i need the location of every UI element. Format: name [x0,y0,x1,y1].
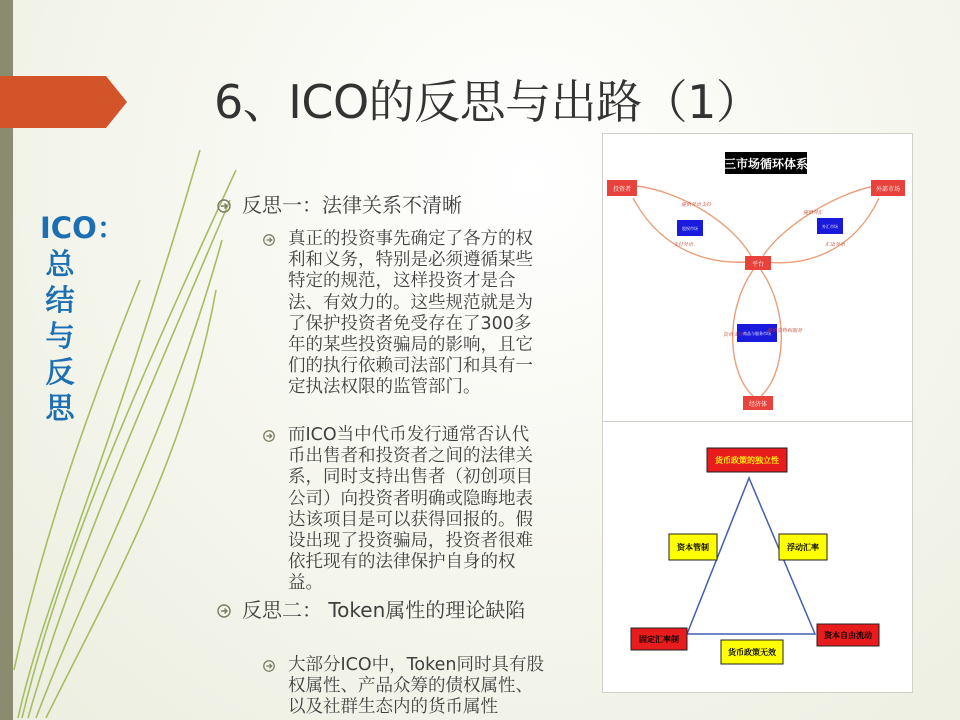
label-funding: 提供外币支持 [681,202,712,208]
bullet-text: 反思二： Token属性的理论缺陷 [242,598,526,622]
label-floating-rate: 浮动汇率 [787,543,819,552]
node-external-label: 外部市场 [875,186,901,193]
sub-bullet-1-2 [262,425,554,595]
box-equity-label: 股权市场 [682,226,698,231]
label-free-capital-flow: 资本自由流动 [824,631,872,640]
sub-bullet-text: 大部分ICO中，Token同时具有股权属性、产品众筹的债权属性、以及社群生态内的货币属性 [288,655,544,718]
sub-bullet-text: 而ICO当中代币发行通常否认代币出售者和投资者之间的法律关系，同时支持出售者（初创项目公司）向投资者明确或隐晦地表达该项目是可以获得回报的。假设出现了投资骗局，投资者很难依托现有的法律保护自身的权益。 [288,425,533,594]
label-goods-service: 提供货物和服务 [767,328,803,334]
arrow-bullet-icon [262,655,288,719]
bullet-reflection-1 [216,192,576,219]
node-platform-label: 平台 [751,261,765,268]
impossible-trinity-diagram [602,421,913,693]
label-currency-pay: 货币支付 [723,332,744,338]
label-fixed-rate: 固定汇率制 [639,635,679,644]
slide-title: 6、ICO的反思与出路（1） [214,75,762,129]
node-economy-label: 经济体 [748,401,768,408]
label-pay-fx: 支付外币 [673,242,694,248]
arrow-bullet-icon [216,597,242,624]
vertical-section-title: ICO：总结与反思 [40,211,126,425]
three-market-cycle-diagram [602,133,913,422]
label-monetary-independence: 货币政策的独立性 [715,456,779,465]
box-goods-label: 商品与服务市场 [743,331,771,336]
label-capital-control: 资本管制 [677,543,709,552]
arrow-bullet-icon [262,229,288,399]
bullet-text: 反思一：法律关系不清晰 [242,193,462,217]
node-investor-label: 投资者 [612,186,632,193]
bullet-reflection-2 [216,597,576,624]
arrow-bullet-icon [262,425,288,595]
cycle-title: 三市场循环体系 [723,157,809,171]
sub-bullet-1-1 [262,229,554,399]
label-provide-fx: 提供外汇 [803,210,824,216]
label-fx-out: 汇出外币 [825,242,846,248]
box-fx-label: 外汇市场 [822,224,838,229]
title-arrow-shape [0,76,128,128]
sub-bullet-2-1 [262,655,554,719]
sub-bullet-text: 真正的投资事先确定了各方的权利和义务，特别是必须遵循某些特定的规范，这样投资才是合法、有效力的。这些规范就是为了保护投资者免受存在了300多年的某些投资骗局的影响，且它们的执行依赖司法部门和具有一定执法权限的监管部门。 [288,229,533,398]
arrow-bullet-icon [216,192,242,219]
label-policy-ineffective: 货币政策无效 [728,648,776,657]
